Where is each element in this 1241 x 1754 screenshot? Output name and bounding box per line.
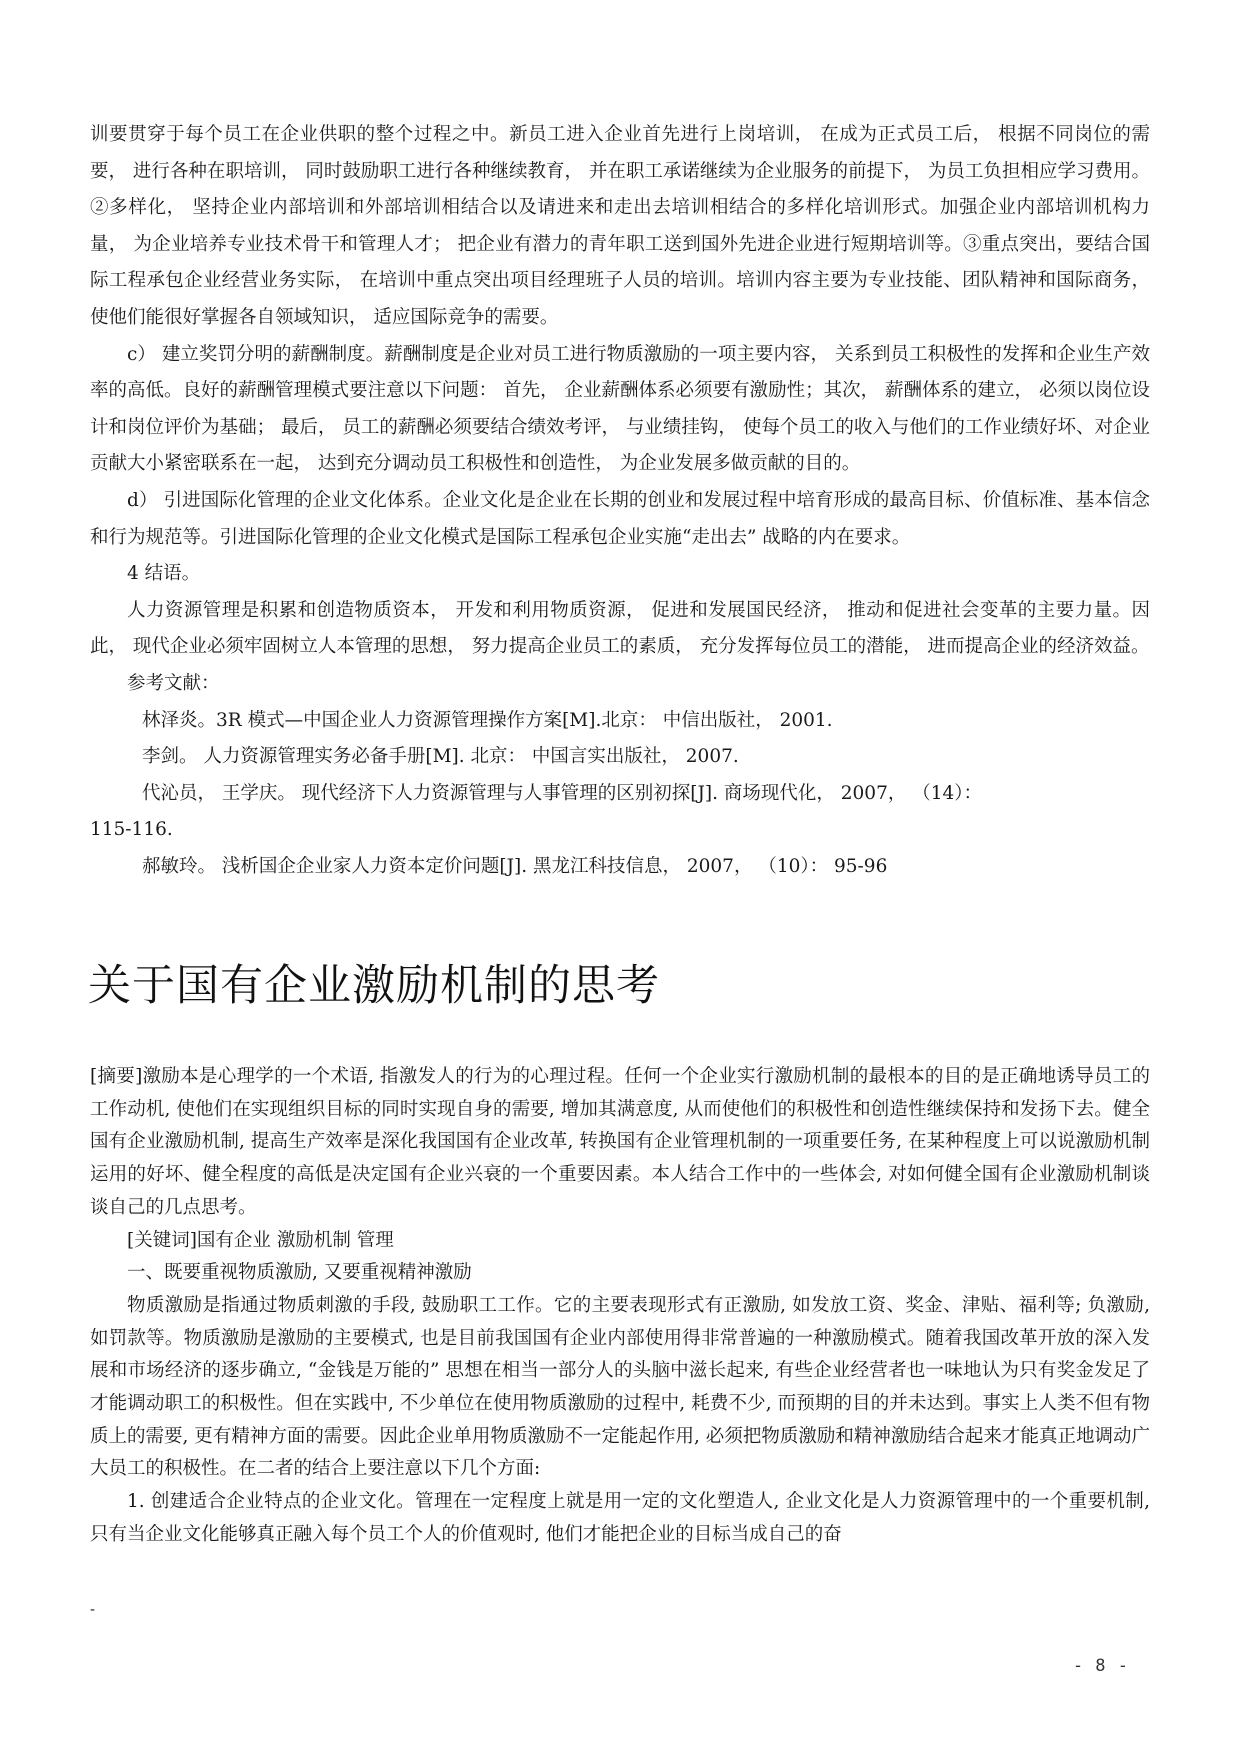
section-heading: 一、既要重视物质激励, 又要重视精神激励 <box>127 1262 472 1284</box>
body-paragraph: 训要贯穿于每个员工在企业供职的整个过程之中。新员工进入企业首先进行上岗培训， 在成为正式员工后， 根据不同岗位的需要， 进行各种在职培训， 同时鼓励职工进行各种继续教育， 并在职工承诺继续为企业服务的前提下， 为员工负担相应学习费用。②多样化， 坚持企业内部培训和外部培训相结合以及请进来和走出去培训相结合的多样化培训形式。加强企业内部培训机构力量， 为企业培养专业技术骨干和管理人才； 把企业有潜力的青年职工送到国外先进企业进行短期培训等。③重点突出，要结合国际工程承包企业经营业务实际， 在培训中重点突出项目经理班子人员的培训。培训内容主要为专业技能、团队精神和国际商务， 使他们能很好掌握各自领域知识， 适应国际竞争的需要。 <box>90 124 1150 328</box>
body-paragraph: 人力资源管理是积累和创造物质资本， 开发和利用物质资源， 促进和发展国民经济， 推动和促进社会变革的主要力量。因此， 现代企业必须牢固树立人本管理的思想， 努力提高企业员工的素质， 充分发挥每位员工的潜能， 进而提高企业的经济效益。 <box>90 599 1150 658</box>
reference-item <box>90 776 1150 849</box>
reference-item: 李剑。 人力资源管理实务必备手册[M]. 北京： 中国言实出版社， 2007. <box>142 746 739 768</box>
body-paragraph: d） 引进国际化管理的企业文化体系。企业文化是企业在长期的创业和发展过程中培育形成的最高目标、价值标准、基本信念和行为规范等。引进国际化管理的企业文化模式是国际工程承包企业实施“走出去” 战略的内在要求。 <box>90 489 1150 548</box>
article-title: 关于国有企业激励机制的思考 <box>88 961 660 1011</box>
body-paragraph: 1. 创建适合企业特点的企业文化。管理在一定程度上就是用一定的文化塑造人, 企业文化是人力资源管理中的一个重要机制, 只有当企业文化能够真正融入每个员工个人的价值观时, 他们才能把企业的目标当成自己的奋 <box>90 1491 1150 1545</box>
body-paragraph: 物质激励是指通过物质刺激的手段, 鼓励职工工作。它的主要表现形式有正激励, 如发放工资、奖金、津贴、福利等; 负激励, 如罚款等。物质激励是激励的主要模式, 也是目前我国国有企业内部使用得非常普遍的一种激励模式。随着我国改革开放的深入发展和市场经济的逐步确立, “金钱是万能的” 思想在相当一部分人的头脑中滋长起来, 有些企业经营者也一味地认为只有奖金发足了才能调动职工的积极性。但在实践中, 不少单位在使用物质激励的过程中, 耗费不少, 而预期的目的并未达到。事实上人类不但有物质上的需要, 更有精神方面的需要。因此企业单用物质激励不一定能起作用, 必须把物质激励和精神激励结合起来才能真正地调动广大员工的积极性。在二者的结合上要注意以下几个方面: <box>90 1294 1150 1480</box>
reference-text: 代沁员， 王学庆。 现代经济下人力资源管理与人事管理的区别初探[J]. 商场现代化， 2007， （14）： <box>142 782 983 804</box>
abstract-paragraph: [摘要]激励本是心理学的一个术语, 指激发人的行为的心理过程。任何一个企业实行激励机制的最根本的目的是正确地诱导员工的工作动机, 使他们在实现组织目标的同时实现自身的需要, 增加其满意度, 从而使他们的积极性和创造性继续保持和发扬下去。健全国有企业激励机制, 提高生产效率是深化我国国有企业改革, 转换国有企业管理机制的一项重要任务, 在某种程度上可以说激励机制运用的好坏、健全程度的高低是决定国有企业兴衰的一个重要因素。本人结合工作中的一些体会, 对如何健全国有企业激励机制谈谈自己的几点思考。 <box>90 1066 1150 1218</box>
reference-item: 林泽炎。3R 模式—中国企业人力资源管理操作方案[M].北京： 中信出版社， 2001. <box>142 709 833 731</box>
conclusion-heading: 4 结语。 <box>127 563 201 585</box>
keywords: [关键词]国有企业 激励机制 管理 <box>127 1229 394 1251</box>
reference-pages: 115-116. <box>90 819 173 841</box>
body-paragraph: c） 建立奖罚分明的薪酬制度。薪酬制度是企业对员工进行物质激励的一项主要内容， 关系到员工积极性的发挥和企业生产效率的高低。良好的薪酬管理模式要注意以下问题： 首先， 企业薪酬体系必须要有激励性；其次， 薪酬体系的建立， 必须以岗位设计和岗位评价为基础； 最后， 员工的薪酬必须要结合绩效考评， 与业绩挂钩， 使每个员工的收入与他们的工作业绩好坏、对企业贡献大小紧密联系在一起， 达到充分调动员工积极性和创造性， 为企业发展多做贡献的目的。 <box>90 343 1150 475</box>
reference-item: 郝敏玲。 浅析国企企业家人力资本定价问题[J]. 黑龙江科技信息， 2007， （10）： 95-96 <box>142 855 888 877</box>
references-heading: 参考文献： <box>127 672 220 694</box>
footer-mark: - <box>90 1602 96 1618</box>
article-body <box>90 1061 1150 1552</box>
page-number: - 8 - <box>1072 1656 1129 1676</box>
previous-article-section <box>90 117 1150 885</box>
